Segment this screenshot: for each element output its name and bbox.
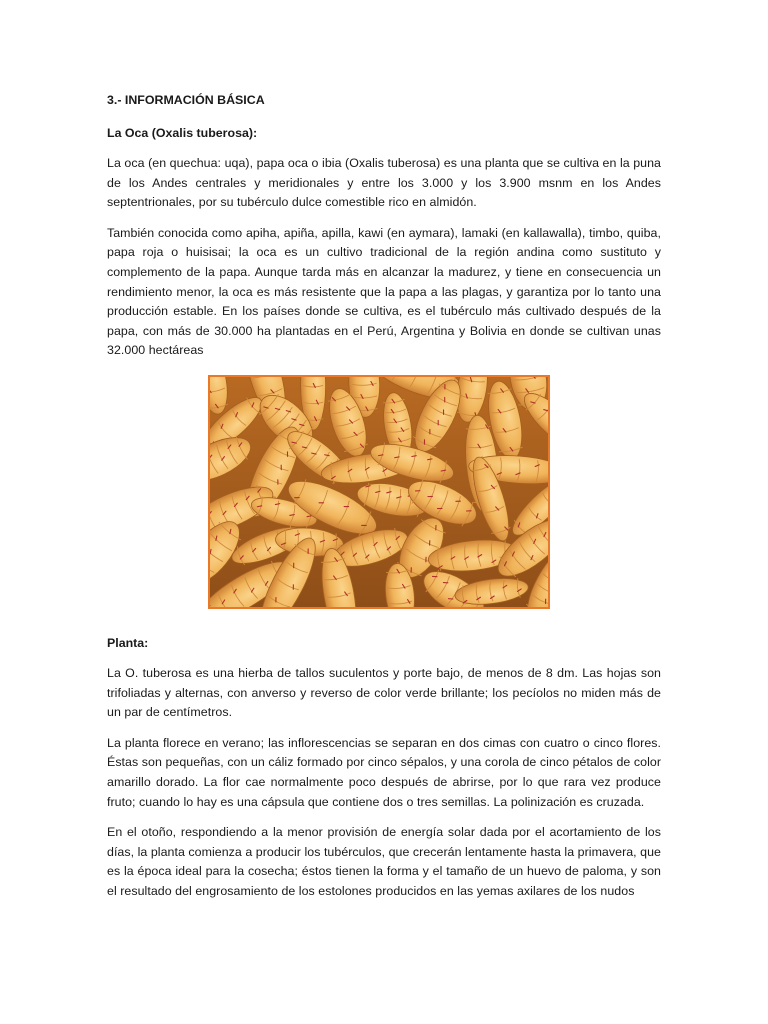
oca-tubers-image [210,377,548,607]
document-content [107,90,661,912]
planta-paragraph-3: En el otoño, respondiendo a la menor provisión de energía solar dada por el acortamiento de los días, la planta comienza a producir los tubérculos, que crecerán lentamente hasta la primavera, que es la época ideal para la cosecha; éstos tienen la forma y el tamaño de un huevo de paloma, y son el resultado del engrosamiento de los estolones producidos en las yemas axilares de los nudos [107,825,661,898]
intro-paragraph-1: La oca (en quechua: uqa), papa oca o ibia (Oxalis tuberosa) es una planta que se cultiva en la puna de los Andes centrales y meridionales y entre los 3.000 y los 3.900 msnm en los Andes septentrionales, por su tubérculo dulce comestible rico en almidón. [107,156,661,210]
planta-paragraph-2: La planta florece en verano; las inflorescencias se separan en dos cimas con cuatro o cinco flores. Éstas son pequeñas, con un cáliz formado por cinco sépalos, y una corola de cinco pétalos de color amarillo dorado. La flor cae normalmente poco después de abrirse, por lo que rara vez produce fruto; cuando lo hay es una cápsula que contiene dos o tres semillas. La polinización es cruzada. [107,735,661,809]
oca-heading: La Oca (Oxalis tuberosa): [107,126,258,140]
planta-heading: Planta: [107,635,149,650]
intro-paragraph-2: También conocida como apiha, apiña, apilla, kawi (en aymara), lamaki (en kallawalla), timbo, quiba, papa roja o huisisai; la oca es un cultivo tradicional de la región andina como sustituto y complemento de la papa. Aunque tarda más en alcanzar la madurez, y tiene en consecuencia un rendimiento menor, la oca es más resistente que la papa a las plagas, y garantiza por lo tanto una producción estable. En los países donde se cultiva, es el tubérculo más cultivado después de la papa, con más de 30.000 ha plantadas en el Perú, Argentina y Bolivia en donde se cultivan unas 32.000 hectáreas [107,225,661,358]
planta-paragraph-1: La O. tuberosa es una hierba de tallos suculentos y porte bajo, de menos de 8 dm. Las hojas son trifoliadas y alternas, con anverso y reverso de color verde brillante; los pecíolos no miden más de un par de centímetros. [107,665,661,720]
oca-tubers-photo [208,375,550,609]
section-heading: 3.- INFORMACIÓN BÁSICA [107,93,265,107]
